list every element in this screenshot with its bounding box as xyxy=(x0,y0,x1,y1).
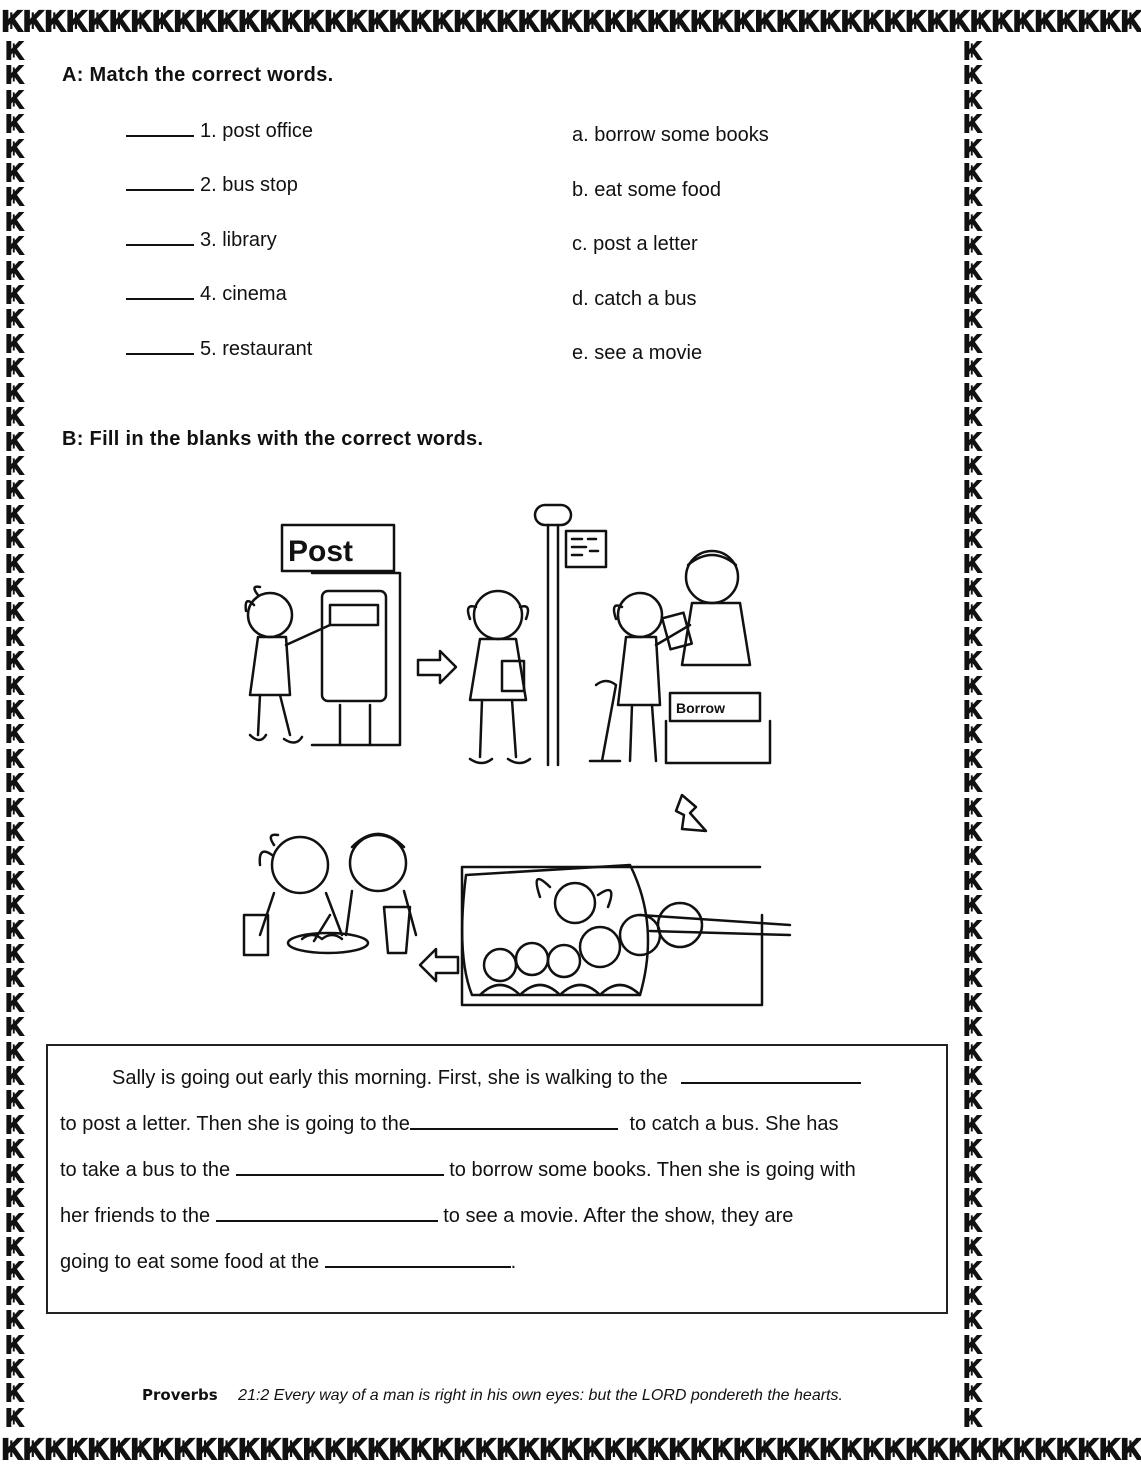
story-text: to see a movie. After the show, they are xyxy=(443,1205,794,1227)
place-label: 2. bus stop xyxy=(200,174,298,196)
proverb-verse: 21:2 Every way of a man is right in his own eyes: but the LORD pondereth the hearts. xyxy=(238,1387,843,1404)
library-scene xyxy=(590,551,770,763)
match-item-4[interactable] xyxy=(126,283,287,306)
post-office-scene xyxy=(246,525,400,745)
border-right: ҜҜҜҜҜҜҜҜҜҜҜҜҜҜҜҜҜҜҜҜҜҜҜҜҜҜҜҜҜҜҜҜҜҜҜҜҜҜҜҜҜҜҜҜҜҜҜҜҜҜҜҜҜҜҜҜҜ xyxy=(962,37,984,1434)
activity-d: d. catch a bus xyxy=(572,288,697,310)
match-item-2[interactable] xyxy=(126,174,298,197)
borrow-sign-text: Borrow xyxy=(676,700,725,716)
story-blank-3[interactable] xyxy=(236,1158,444,1176)
border-bottom: ҜҜҜҜҜҜҜҜҜҜҜҜҜҜҜҜҜҜҜҜҜҜҜҜҜҜҜҜҜҜҜҜҜҜҜҜҜҜҜҜҜҜҜҜҜҜҜҜҜҜҜҜҜ xyxy=(0,1433,1141,1468)
activity-b: b. eat some food xyxy=(572,179,721,201)
answer-blank-4[interactable] xyxy=(126,284,194,300)
arrow-icon xyxy=(676,795,706,831)
answer-blank-5[interactable] xyxy=(126,339,194,355)
place-label: 5. restaurant xyxy=(200,338,313,360)
place-label: 4. cinema xyxy=(200,283,287,305)
section-b-heading: B: Fill in the blanks with the correct words. xyxy=(62,428,484,450)
answer-blank-1[interactable] xyxy=(126,121,194,137)
story-text: to post a letter. Then she is going to the xyxy=(60,1113,410,1135)
border-left: ҜҜҜҜҜҜҜҜҜҜҜҜҜҜҜҜҜҜҜҜҜҜҜҜҜҜҜҜҜҜҜҜҜҜҜҜҜҜҜҜҜҜҜҜҜҜҜҜҜҜҜҜҜҜҜҜҜ xyxy=(4,37,26,1434)
story-text: . xyxy=(510,1251,517,1273)
activity-c: c. post a letter xyxy=(572,233,698,255)
post-sign-text: Post xyxy=(288,535,354,568)
story-line-2 xyxy=(60,1112,838,1136)
story-text: going to eat some food at the xyxy=(60,1251,320,1273)
arrow-icon xyxy=(418,651,456,683)
story-line-3 xyxy=(60,1158,856,1182)
story-blank-1[interactable] xyxy=(681,1066,861,1084)
story-text: to take a bus to the xyxy=(60,1159,231,1181)
bus-stop-scene xyxy=(468,505,606,765)
match-item-3[interactable] xyxy=(126,229,277,252)
proverb-footer xyxy=(142,1386,843,1405)
match-item-5[interactable] xyxy=(126,338,312,361)
story-text: to borrow some books. Then she is going with xyxy=(449,1159,856,1181)
border-top: ҜҜҜҜҜҜҜҜҜҜҜҜҜҜҜҜҜҜҜҜҜҜҜҜҜҜҜҜҜҜҜҜҜҜҜҜҜҜҜҜҜҜҜҜҜҜҜҜҜҜҜҜҜ xyxy=(0,5,1141,40)
arrow-icon xyxy=(420,949,458,981)
cinema-scene xyxy=(462,865,790,1005)
story-line-4 xyxy=(60,1204,793,1228)
activity-a: a. borrow some books xyxy=(572,124,769,146)
activity-e: e. see a movie xyxy=(572,342,703,364)
story-blank-5[interactable] xyxy=(325,1250,511,1268)
match-item-1[interactable] xyxy=(126,120,313,143)
restaurant-scene xyxy=(244,834,416,955)
story-text: to catch a bus. She has xyxy=(629,1113,839,1135)
answer-blank-3[interactable] xyxy=(126,230,194,246)
story-line-1 xyxy=(112,1066,861,1090)
story-text: her friends to the xyxy=(60,1205,211,1227)
story-line-5 xyxy=(60,1250,516,1274)
place-label: 1. post office xyxy=(200,120,314,142)
proverb-source: Proverbs xyxy=(142,1386,218,1404)
section-a-heading: A: Match the correct words. xyxy=(62,64,334,86)
story-text: Sally is going out early this morning. First, she is walking to the xyxy=(112,1067,668,1089)
story-blank-4[interactable] xyxy=(216,1204,438,1222)
story-illustration xyxy=(230,495,810,1015)
place-label: 3. library xyxy=(200,229,277,251)
answer-blank-2[interactable] xyxy=(126,175,194,191)
story-blank-2[interactable] xyxy=(410,1112,618,1130)
